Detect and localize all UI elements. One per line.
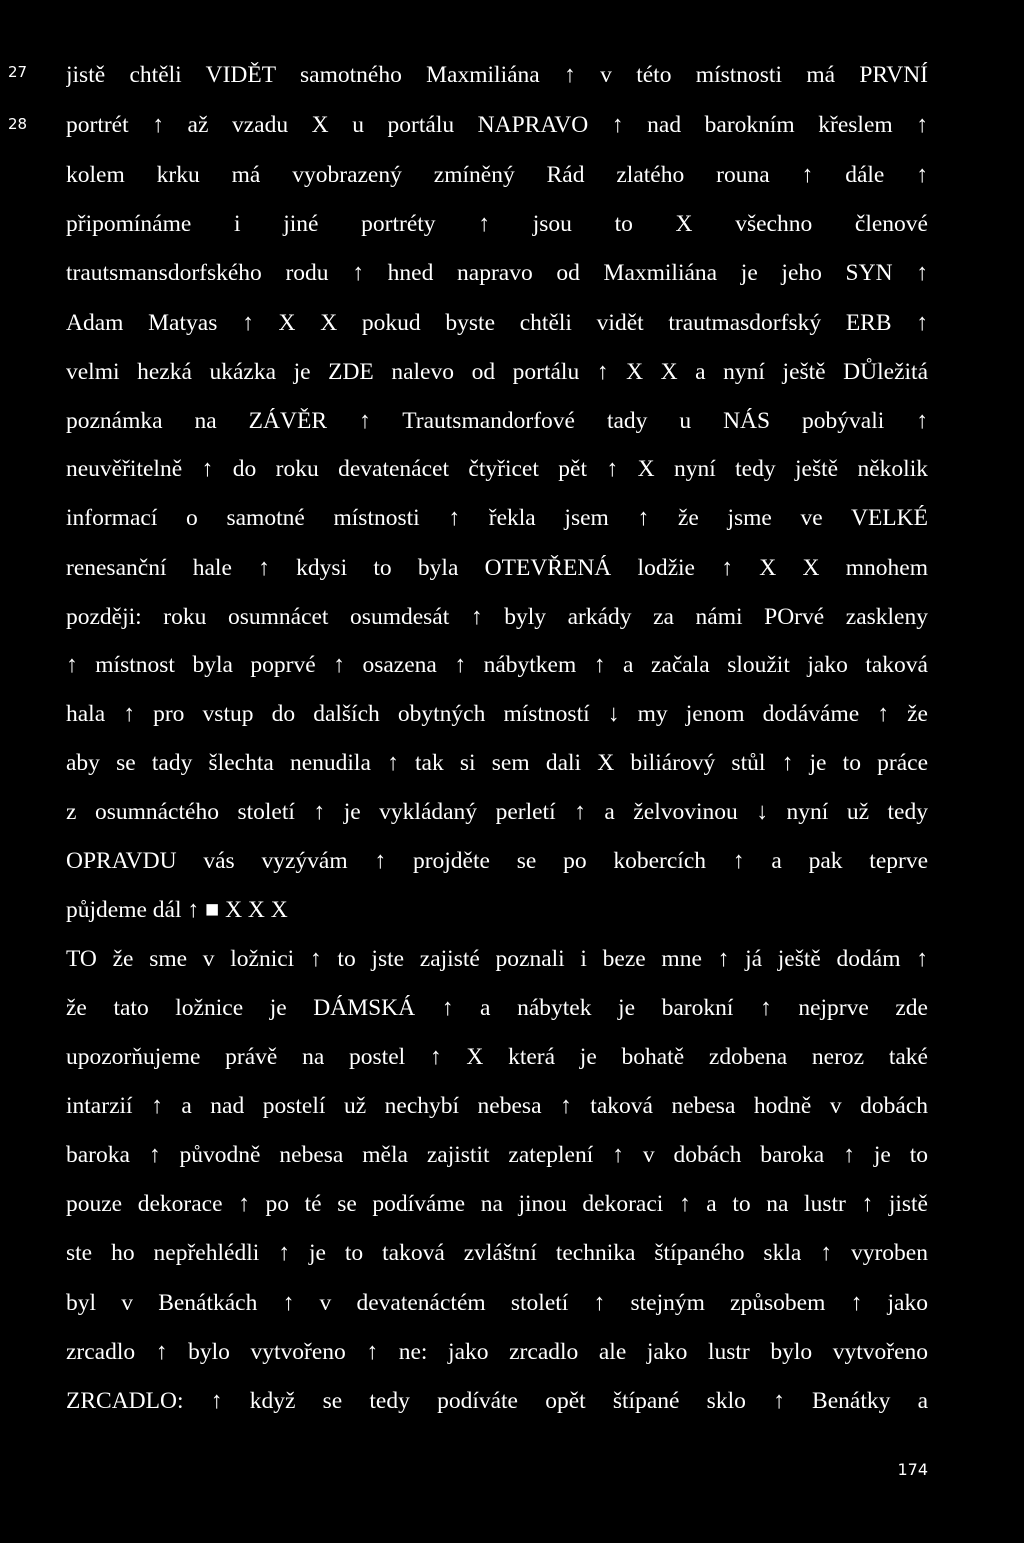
text-line: byl v Benátkách ↑ v devatenáctém století ↑ stejným způsobem ↑ jako [66, 1290, 928, 1316]
text-line: velmi hezká ukázka je ZDE nalevo od portálu ↑ X X a nyní ještě DŮležitá [66, 359, 928, 385]
text-line: OPRAVDU vás vyzývám ↑ projděte se po kobercích ↑ a pak teprve [66, 848, 928, 874]
text-line: později: roku osumnácet osumdesát ↑ byly arkády za námi POrvé zaskleny [66, 604, 928, 630]
line-number: 28 [8, 115, 28, 133]
text-line: informací o samotné místnosti ↑ řekla jsem ↑ že jsme ve VELKÉ [66, 505, 928, 531]
text-line: intarzií ↑ a nad postelí už nechybí nebesa ↑ taková nebesa hodně v dobách [66, 1093, 928, 1119]
text-line: upozorňujeme právě na postel ↑ X která je bohatě zdobena neroz také [66, 1044, 928, 1070]
text-line: zrcadlo ↑ bylo vytvořeno ↑ ne: jako zrcadlo ale jako lustr bylo vytvořeno [66, 1339, 928, 1365]
text-line: připomínáme i jiné portréty ↑ jsou to X všechno členové [66, 211, 928, 237]
text-line: ZRCADLO: ↑ když se tedy podíváte opět štípané sklo ↑ Benátky a [66, 1388, 928, 1414]
text-line: trautsmansdorfského rodu ↑ hned napravo od Maxmiliána je jeho SYN ↑ [66, 260, 928, 286]
text-line: TO že sme v ložnici ↑ to jste zajisté poznali i beze mne ↑ já ještě dodám ↑ [66, 946, 928, 972]
text-line: aby se tady šlechta nenudila ↑ tak si sem dali X biliárový stůl ↑ je to práce [66, 750, 928, 776]
text-line: Adam Matyas ↑ X X pokud byste chtěli vidět trautmasdorfský ERB ↑ [66, 310, 928, 336]
text-line: renesanční hale ↑ kdysi to byla OTEVŘENÁ lodžie ↑ X X mnohem [66, 555, 928, 581]
line-number: 27 [8, 63, 28, 81]
text-line: půjdeme dál ↑ ■ X X X [66, 897, 288, 923]
text-line: pouze dekorace ↑ po té se podíváme na jinou dekoraci ↑ a to na lustr ↑ jistě [66, 1191, 928, 1217]
text-line: ↑ místnost byla poprvé ↑ osazena ↑ nábytkem ↑ a začala sloužit jako taková [66, 652, 928, 678]
text-line: kolem krku má vyobrazený zmíněný Rád zlatého rouna ↑ dále ↑ [66, 162, 928, 188]
text-line: portrét ↑ až vzadu X u portálu NAPRAVO ↑ nad barokním křeslem ↑ [66, 112, 928, 138]
text-line: ste ho nepřehlédli ↑ je to taková zvláštní technika štípaného skla ↑ vyroben [66, 1240, 928, 1266]
text-line: poznámka na ZÁVĚR ↑ Trautsmandorfové tady u NÁS pobývali ↑ [66, 408, 928, 434]
text-line: hala ↑ pro vstup do dalších obytných místností ↓ my jenom dodáváme ↑ že [66, 701, 928, 727]
page-number: 174 [897, 1460, 928, 1479]
text-line: že tato ložnice je DÁMSKÁ ↑ a nábytek je barokní ↑ nejprve zde [66, 995, 928, 1021]
text-line: z osumnáctého století ↑ je vykládaný perletí ↑ a želvovinou ↓ nyní už tedy [66, 799, 928, 825]
text-line: jistě chtěli VIDĚT samotného Maxmiliána ↑ v této místnosti má PRVNÍ [66, 62, 928, 88]
text-line: neuvěřitelně ↑ do roku devatenácet čtyřicet pět ↑ X nyní tedy ještě několik [66, 456, 928, 482]
text-line: baroka ↑ původně nebesa měla zajistit zateplení ↑ v dobách baroka ↑ je to [66, 1142, 928, 1168]
